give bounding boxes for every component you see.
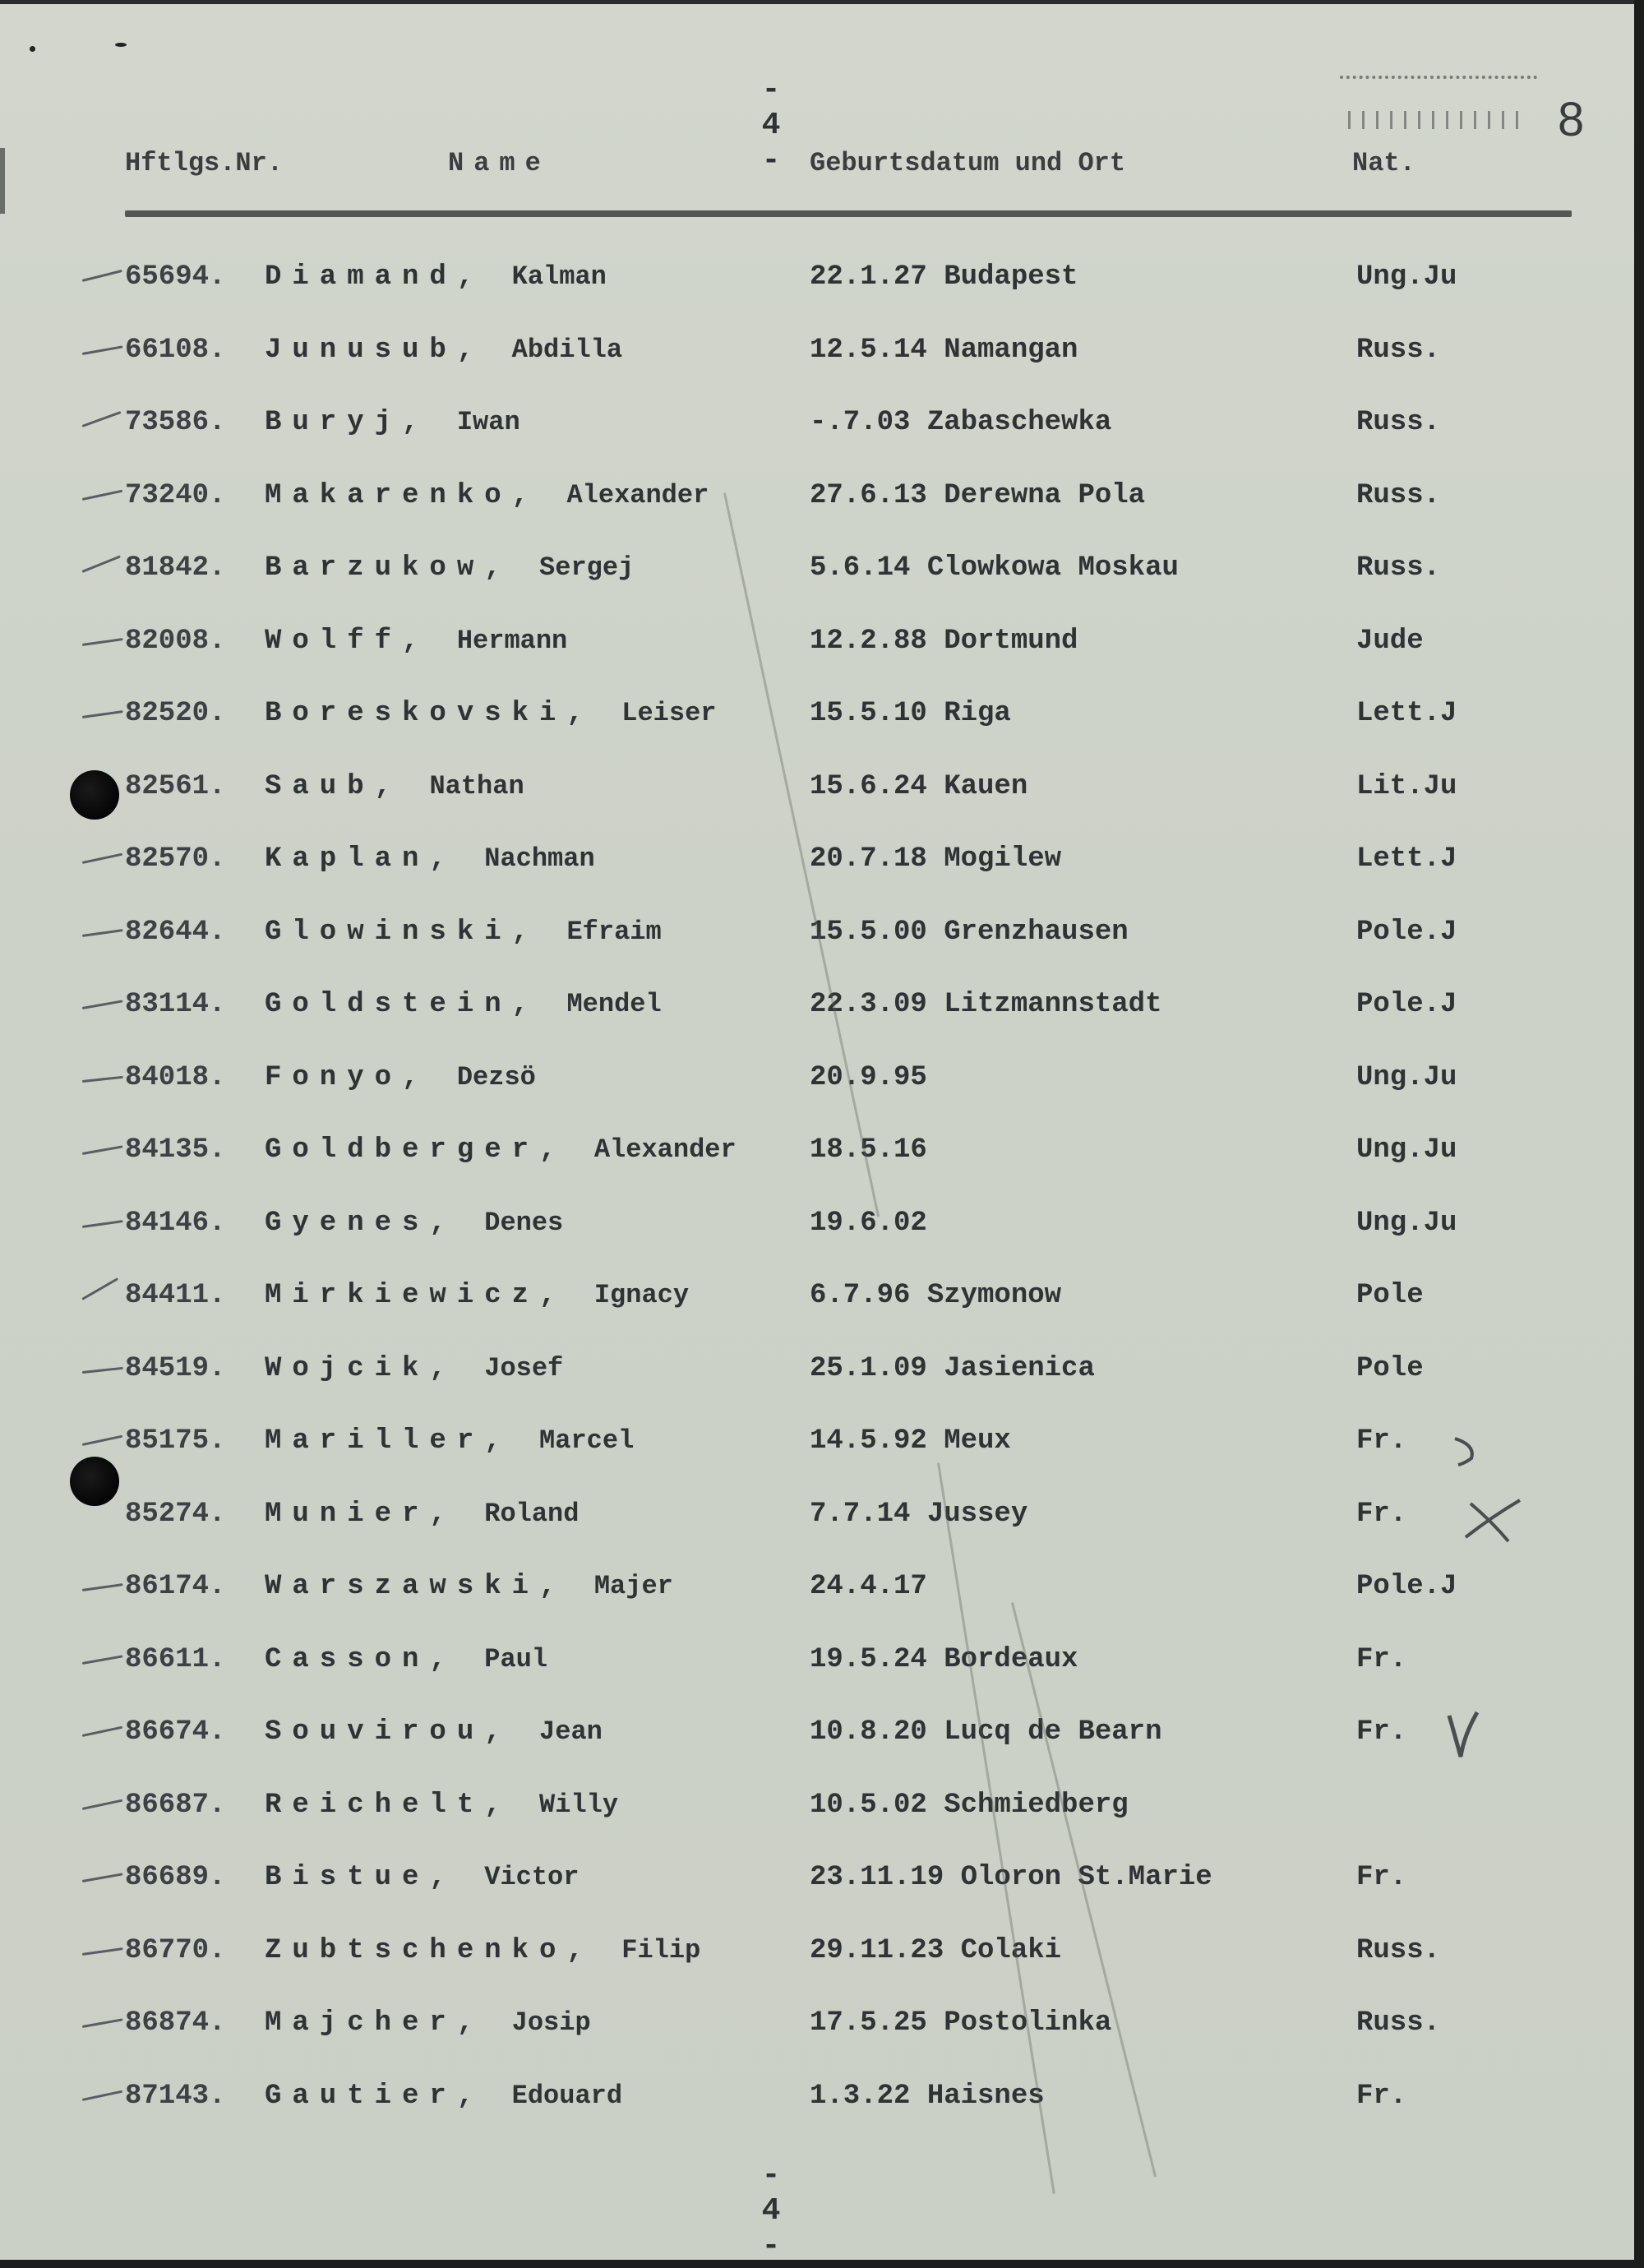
prisoner-name <box>265 480 709 511</box>
punch-hole-upper <box>70 770 119 820</box>
table-row <box>0 1644 1644 1693</box>
given-name: Josef <box>484 1352 564 1383</box>
birth-date-place: 19.6.02 <box>810 1207 927 1239</box>
nationality: Fr. <box>1356 1498 1407 1530</box>
surname: Saub, <box>265 770 403 802</box>
check-tick-mark <box>82 270 122 282</box>
given-name: Leiser <box>621 698 717 728</box>
scan-border-top <box>0 0 1644 4</box>
prisoner-number: 82570. <box>125 843 226 875</box>
prisoner-number: 85274. <box>125 1498 226 1530</box>
birth-date-place: 10.5.02 Schmiedberg <box>810 1789 1129 1821</box>
nationality: Fr. <box>1356 1862 1407 1893</box>
prisoner-number: 83114. <box>125 989 226 1020</box>
birth-date-place: 25.1.09 Jasienica <box>810 1352 1095 1384</box>
nationality: Russ. <box>1356 2007 1441 2039</box>
birth-date-place: 29.11.23 Colaki <box>810 1934 1062 1966</box>
check-tick-mark <box>82 1145 123 1155</box>
stamp-ticks <box>1348 111 1529 129</box>
prisoner-name <box>265 1425 634 1457</box>
surname: Buryj, <box>265 407 430 438</box>
given-name: Kalman <box>511 261 607 292</box>
prisoner-number: 86611. <box>125 1643 226 1675</box>
prisoner-number: 84146. <box>125 1207 226 1239</box>
nationality: Fr. <box>1356 1716 1407 1748</box>
prisoner-name <box>265 917 662 948</box>
prisoner-name <box>265 407 520 438</box>
check-tick-mark <box>82 345 123 355</box>
birth-date-place: 12.2.88 Dortmund <box>810 625 1078 657</box>
table-row <box>0 552 1644 602</box>
table-row <box>0 1353 1644 1402</box>
given-name: Willy <box>539 1789 619 1820</box>
prisoner-name <box>265 335 622 366</box>
handwritten-check-mark <box>1447 1430 1496 1480</box>
given-name: Efraim <box>566 916 662 947</box>
prisoner-name <box>265 261 607 293</box>
birth-date-place: 17.5.25 Postolinka <box>810 2007 1112 2039</box>
given-name: Alexander <box>566 479 709 510</box>
surname: Casson, <box>265 1643 457 1675</box>
table-row <box>0 1134 1644 1184</box>
prisoner-name <box>265 2007 591 2039</box>
check-tick-mark <box>82 929 123 937</box>
given-name: Marcel <box>539 1425 635 1456</box>
birth-date-place: 20.9.95 <box>810 1061 927 1093</box>
prisoner-number: 86174. <box>125 1571 226 1602</box>
prisoner-name <box>265 1499 579 1530</box>
prisoner-name <box>265 1790 618 1821</box>
table-row <box>0 843 1644 893</box>
surname: Wojcik, <box>265 1352 457 1384</box>
prisoner-name <box>265 626 567 657</box>
given-name: Nachman <box>484 843 595 874</box>
header-name: Name <box>448 148 551 178</box>
given-name: Ignacy <box>593 1280 690 1310</box>
prisoner-name <box>265 1716 603 1748</box>
check-tick-mark <box>81 411 121 427</box>
given-name: Victor <box>484 1862 580 1892</box>
prisoner-name <box>265 1353 563 1384</box>
prisoner-number: 86874. <box>125 2007 226 2039</box>
prisoner-name <box>265 843 595 875</box>
check-tick-mark <box>82 1726 123 1737</box>
corner-page-number: 8 <box>1558 93 1585 146</box>
check-tick-mark <box>82 1220 123 1228</box>
given-name: Abdilla <box>511 334 623 365</box>
scan-border-bottom <box>0 2260 1644 2268</box>
given-name: Alexander <box>593 1134 737 1165</box>
birth-date-place: 22.3.09 Litzmannstadt <box>810 989 1162 1020</box>
nationality: Russ. <box>1356 552 1441 584</box>
table-row <box>0 989 1644 1038</box>
check-tick-mark <box>82 1583 123 1591</box>
check-tick-mark <box>82 1435 123 1446</box>
birth-date-place: 19.5.24 Bordeaux <box>810 1643 1078 1675</box>
given-name: Sergej <box>539 552 635 583</box>
table-row <box>0 1062 1644 1111</box>
given-name: Roland <box>484 1498 580 1529</box>
prisoner-number: 82520. <box>125 698 226 729</box>
surname: Goldstein, <box>265 989 540 1020</box>
nationality: Ung.Ju <box>1356 1134 1457 1166</box>
birth-date-place: 23.11.19 Oloron St.Marie <box>810 1862 1212 1893</box>
check-tick-mark <box>82 2018 123 2028</box>
nationality: Jude <box>1356 625 1424 657</box>
birth-date-place: 10.8.20 Lucq de Bearn <box>810 1716 1162 1748</box>
check-tick-mark <box>82 1655 123 1665</box>
check-tick-mark <box>82 710 123 718</box>
prisoner-number: 84135. <box>125 1134 226 1166</box>
prisoner-number: 73240. <box>125 479 226 511</box>
header-rule <box>125 210 1572 217</box>
given-name: Dezsö <box>456 1061 536 1092</box>
given-name: Iwan <box>456 407 520 437</box>
prisoner-name <box>265 2081 622 2112</box>
nationality: Fr. <box>1356 2080 1407 2112</box>
birth-date-place: 15.5.10 Riga <box>810 698 1011 729</box>
birth-date-place: 12.5.14 Namangan <box>810 334 1078 366</box>
prisoner-number: 65694. <box>125 261 226 293</box>
birth-date-place: 1.3.22 Haisnes <box>810 2080 1045 2112</box>
prisoner-number: 86687. <box>125 1789 226 1821</box>
birth-date-place: 22.1.27 Budapest <box>810 261 1078 293</box>
surname: Barzukow, <box>265 552 512 584</box>
table-row <box>0 1790 1644 1839</box>
surname: Souvirou, <box>265 1716 512 1748</box>
prisoner-number: 86689. <box>125 1862 226 1893</box>
check-tick-mark <box>82 2090 123 2100</box>
prisoner-name <box>265 1062 536 1093</box>
table-row <box>0 1425 1644 1475</box>
prisoner-number: 84411. <box>125 1280 226 1311</box>
nationality: Fr. <box>1356 1425 1407 1457</box>
surname: Diamand, <box>265 261 485 293</box>
surname: Reichelt, <box>265 1789 512 1821</box>
birth-date-place: 15.6.24 Kauen <box>810 770 1028 802</box>
table-row <box>0 1935 1644 1984</box>
prisoner-name <box>265 1644 547 1675</box>
birth-date-place: 7.7.14 Jussey <box>810 1498 1028 1530</box>
surname: Kaplan, <box>265 843 457 875</box>
nationality: Russ. <box>1356 334 1441 366</box>
header-nationality: Nat. <box>1352 148 1415 178</box>
surname: Majcher, <box>265 2007 485 2039</box>
table-row <box>0 480 1644 529</box>
given-name: Josip <box>511 2007 591 2038</box>
given-name: Paul <box>484 1643 548 1674</box>
prisoner-number: 82561. <box>125 770 226 802</box>
prisoner-number: 82644. <box>125 916 226 948</box>
prisoner-number: 84018. <box>125 1061 226 1093</box>
given-name: Majer <box>593 1571 673 1601</box>
birth-date-place: 20.7.18 Mogilew <box>810 843 1062 875</box>
header-birth: Geburtsdatum und Ort <box>810 148 1126 178</box>
check-tick-mark <box>82 1000 123 1009</box>
handwritten-tick-mark <box>1443 1706 1484 1763</box>
surname: Wolff, <box>265 625 430 657</box>
given-name: Mendel <box>566 989 662 1019</box>
prisoner-name <box>265 698 716 729</box>
prisoner-name <box>265 989 662 1020</box>
table-row <box>0 2081 1644 2130</box>
prisoner-number: 87143. <box>125 2080 226 2112</box>
table-row <box>0 1571 1644 1620</box>
nationality: Ung.Ju <box>1356 1061 1457 1093</box>
given-name: Hermann <box>456 625 568 656</box>
nationality: Lett.J <box>1356 698 1457 729</box>
check-tick-mark <box>82 489 123 500</box>
speck <box>30 46 35 52</box>
stamp-dots <box>1340 76 1537 82</box>
table-row <box>0 771 1644 820</box>
birth-date-place: 5.6.14 Clowkowa Moskau <box>810 552 1179 584</box>
surname: Gautier, <box>265 2080 485 2112</box>
given-name: Nathan <box>429 770 524 801</box>
nationality: Pole <box>1356 1352 1424 1384</box>
surname: Mariller, <box>265 1425 512 1457</box>
surname: Goldberger, <box>265 1134 567 1166</box>
given-name: Jean <box>539 1716 603 1747</box>
prisoner-number: 85175. <box>125 1425 226 1457</box>
table-row <box>0 335 1644 384</box>
nationality: Lett.J <box>1356 843 1457 875</box>
table-row <box>0 407 1644 456</box>
surname: Gyenes, <box>265 1207 457 1239</box>
prisoner-number: 86770. <box>125 1934 226 1966</box>
table-row <box>0 698 1644 747</box>
check-tick-mark <box>81 555 120 573</box>
nationality: Lit.Ju <box>1356 770 1457 802</box>
table-row <box>0 1280 1644 1329</box>
prisoner-name <box>265 1935 700 1966</box>
birth-date-place: 27.6.13 Derewna Pola <box>810 479 1146 511</box>
check-tick-mark <box>81 1277 118 1300</box>
surname: Munier, <box>265 1498 457 1530</box>
prisoner-number: 84519. <box>125 1352 226 1384</box>
birth-date-place: 14.5.92 Meux <box>810 1425 1011 1457</box>
surname: Mirkiewicz, <box>265 1280 567 1311</box>
surname: Boreskovski, <box>265 698 594 729</box>
check-tick-mark <box>82 853 123 864</box>
prisoner-number: 82008. <box>125 625 226 657</box>
surname: Makarenko, <box>265 479 540 511</box>
check-tick-mark <box>82 1366 123 1373</box>
table-row <box>0 626 1644 675</box>
birth-date-place: 24.4.17 <box>810 1571 927 1602</box>
nationality: Pole <box>1356 1280 1424 1311</box>
surname: Warszawski, <box>265 1571 567 1602</box>
table-row <box>0 2007 1644 2057</box>
prisoner-number: 81842. <box>125 552 226 584</box>
prisoner-name <box>265 1571 673 1602</box>
prisoner-name <box>265 1280 689 1311</box>
given-name: Edouard <box>511 2080 623 2111</box>
punch-hole-lower <box>70 1457 119 1506</box>
table-row <box>0 1716 1644 1766</box>
birth-date-place: -.7.03 Zabaschewka <box>810 407 1112 438</box>
nationality: Pole.J <box>1356 916 1457 948</box>
surname: Glowinski, <box>265 916 540 948</box>
check-tick-mark <box>82 638 123 646</box>
birth-date-place: 18.5.16 <box>810 1134 927 1166</box>
handwritten-cross-mark <box>1459 1492 1525 1550</box>
check-tick-mark <box>82 1947 123 1956</box>
check-tick-mark <box>82 1075 123 1082</box>
prisoner-name <box>265 771 524 802</box>
header-number: Hftlgs.Nr. <box>125 148 284 178</box>
nationality: Russ. <box>1356 1934 1441 1966</box>
given-name: Filip <box>621 1934 701 1965</box>
given-name: Denes <box>484 1207 564 1238</box>
surname: Zubtschenko, <box>265 1934 594 1966</box>
nationality: Ung.Ju <box>1356 261 1457 293</box>
check-tick-mark <box>82 1873 123 1882</box>
nationality: Fr. <box>1356 1643 1407 1675</box>
surname: Junusub, <box>265 334 485 366</box>
nationality: Ung.Ju <box>1356 1207 1457 1239</box>
birth-date-place: 6.7.96 Szymonow <box>810 1280 1062 1311</box>
prisoner-name <box>265 1862 579 1893</box>
nationality: Pole.J <box>1356 989 1457 1020</box>
birth-date-place: 15.5.00 Grenzhausen <box>810 916 1129 948</box>
speck <box>115 43 127 47</box>
surname: Bistue, <box>265 1862 457 1893</box>
nationality: Russ. <box>1356 479 1441 511</box>
table-row <box>0 261 1644 311</box>
prisoner-name <box>265 1208 563 1239</box>
prisoner-number: 66108. <box>125 334 226 366</box>
nationality: Russ. <box>1356 407 1441 438</box>
surname: Fonyo, <box>265 1061 430 1093</box>
table-row <box>0 1499 1644 1548</box>
page-number-top: - 4 - <box>761 72 784 178</box>
prisoner-number: 73586. <box>125 407 226 438</box>
table-row <box>0 1862 1644 1911</box>
nationality: Pole.J <box>1356 1571 1457 1602</box>
prisoner-name <box>265 552 634 584</box>
page-number-bottom: - 4 - <box>761 2158 784 2264</box>
table-row <box>0 1208 1644 1257</box>
prisoner-number: 86674. <box>125 1716 226 1748</box>
scan-edge-mark <box>0 148 5 214</box>
check-tick-mark <box>82 1799 123 1809</box>
prisoner-name <box>265 1134 737 1166</box>
